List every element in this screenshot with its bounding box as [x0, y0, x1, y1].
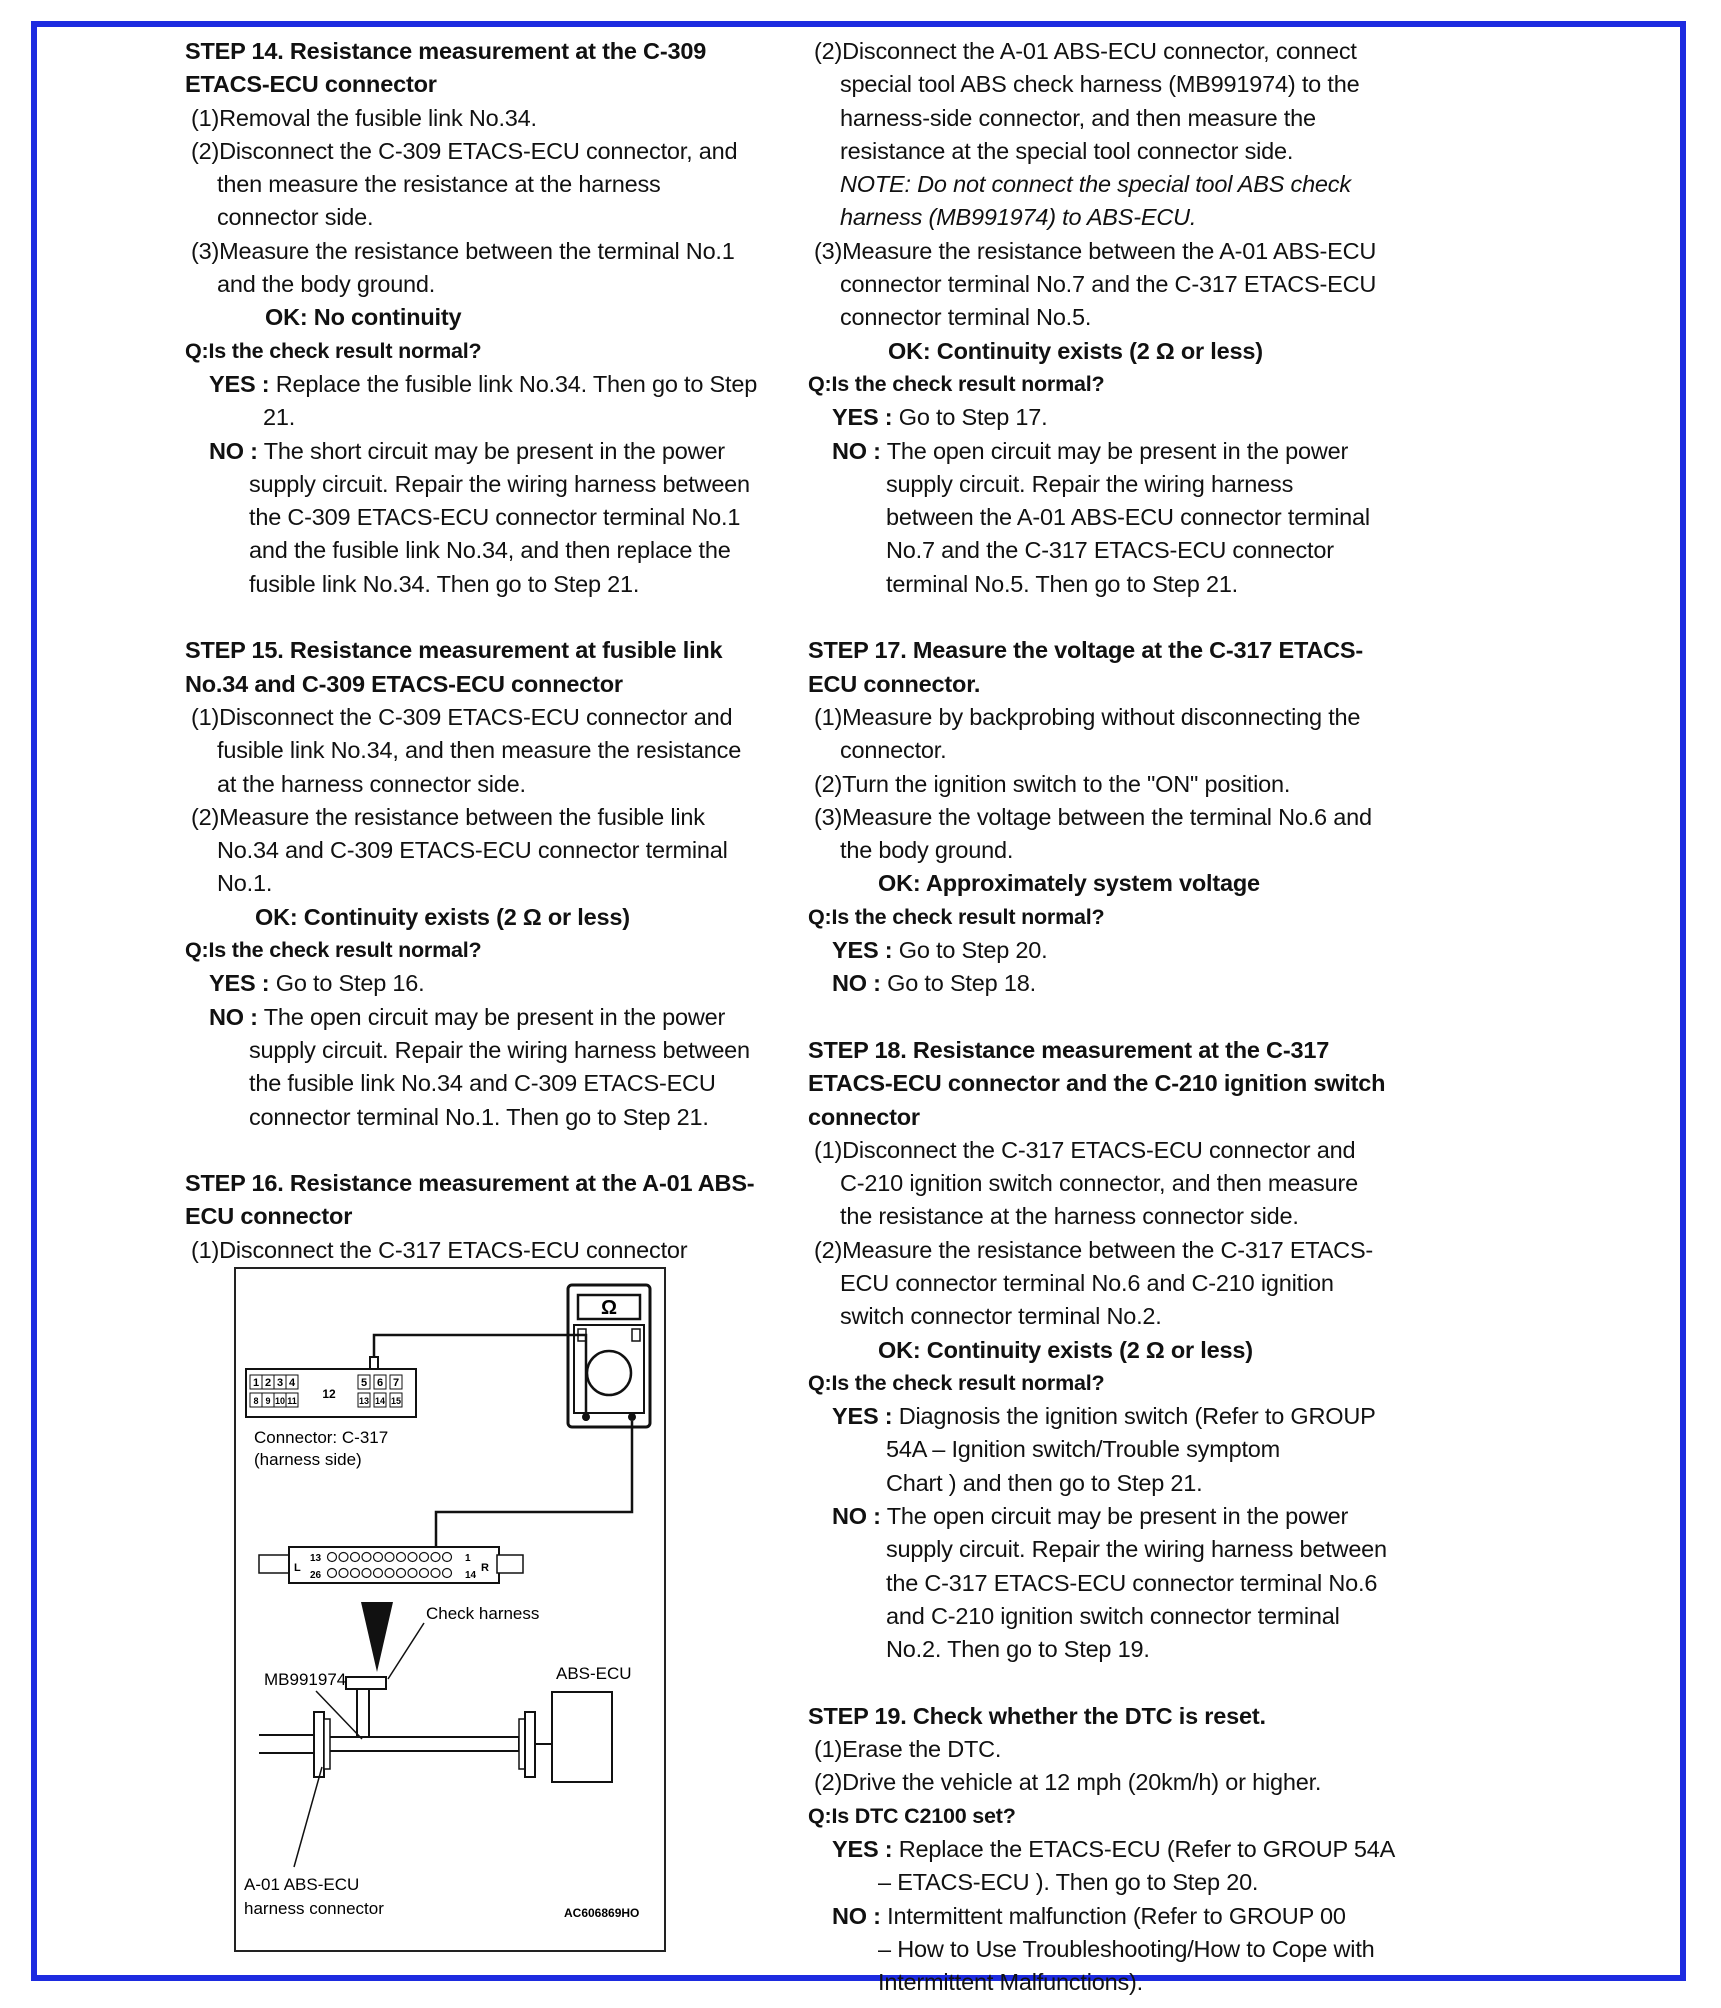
step18-no-cont: and C-210 ignition switch connector terminal — [886, 1602, 1340, 1629]
step19-title: STEP 19. Check whether the DTC is reset. — [808, 1702, 1266, 1729]
step18-no — [808, 1500, 1468, 1533]
step14-ok: OK: No continuity — [265, 304, 462, 331]
step19-yes-cont: – ETACS-ECU ). Then go to Step 20. — [878, 1869, 1259, 1896]
harness-left-letter: L — [294, 1562, 301, 1574]
harness-far-bottom: 14 — [465, 1570, 477, 1581]
step18-title-cont: ETACS-ECU connector and the C-210 ignition switch — [808, 1070, 1386, 1097]
step16-no-cont: between the A-01 ABS-ECU connector terminal — [886, 504, 1370, 531]
left-column — [185, 35, 825, 1267]
step15-question: Q:Is the check result normal? — [185, 938, 482, 963]
step16-no-cont: terminal No.5. Then go to Step 21. — [886, 570, 1239, 597]
step15-yes — [185, 967, 825, 1000]
page-frame — [31, 21, 1686, 1996]
step14-yes-cont: 21. — [263, 404, 296, 431]
figure-code: AC606869HO — [564, 1906, 640, 1920]
step17-item-1: (1)Measure by backprobing without disconnecting the — [814, 703, 1361, 730]
step14-yes — [185, 368, 825, 401]
step18-no-cont: supply circuit. Repair the wiring harness between — [886, 1536, 1387, 1563]
step14-question: Q:Is the check result normal? — [185, 338, 482, 363]
step16-item-2: (2)Disconnect the A-01 ABS-ECU connector, connect — [814, 38, 1357, 64]
c317-pin-label: 10 — [274, 1396, 286, 1406]
step18-yes-cont: Chart ) and then go to Step 21. — [886, 1469, 1203, 1496]
step17-no — [808, 967, 1468, 1000]
step16-ok: OK: Continuity exists (2 Ω or less) — [888, 337, 1263, 364]
step17-title-cont: ECU connector. — [808, 670, 981, 697]
yes-key: YES : — [832, 1836, 893, 1863]
step15-no — [185, 1001, 825, 1034]
step17-ok: OK: Approximately system voltage — [878, 870, 1260, 897]
step15-item-2: (2)Measure the resistance between the fusible link — [191, 803, 705, 830]
step18-yes-text: Diagnosis the ignition switch (Refer to GROUP — [898, 1403, 1376, 1430]
step18-question: Q:Is the check result normal? — [808, 1370, 1105, 1395]
step15-no-cont: connector terminal No.1. Then go to Step 21. — [249, 1103, 709, 1130]
step15-item-1-cont: fusible link No.34, and then measure the resistance — [217, 737, 742, 764]
c317-pin-label: 1 — [252, 1377, 260, 1389]
step15-title-cont: No.34 and C-309 ETACS-ECU connector — [185, 670, 623, 697]
no-key: NO : — [209, 1003, 258, 1030]
step17-no-text: Go to Step 18. — [887, 970, 1036, 997]
step16-no-text: The open circuit may be present in the power — [886, 437, 1349, 464]
c317-label: Connector: C-317 — [254, 1428, 389, 1447]
step14-item-1: (1)Removal the fusible link No.34. — [191, 104, 537, 131]
step16-item-3-cont: connector terminal No.7 and the C-317 ETACS-ECU — [840, 271, 1377, 298]
abs-ecu-label: ABS-ECU — [556, 1664, 632, 1683]
step19-item-1: (1)Erase the DTC. — [814, 1736, 1002, 1763]
step16-item-1: (1)Disconnect the C-317 ETACS-ECU connector — [191, 1236, 688, 1263]
step16-item-2-cont: harness-side connector, and then measure the — [840, 104, 1316, 131]
check-harness-connector — [259, 1547, 523, 1583]
step19-no-cont: Intermittent Malfunctions). — [878, 1969, 1143, 1996]
step15-yes-text: Go to Step 16. — [275, 970, 425, 997]
step19-question: Q:Is DTC C2100 set? — [808, 1803, 1016, 1828]
step15-item-1: (1)Disconnect the C-309 ETACS-ECU connector and — [191, 703, 733, 730]
c317-pin-label: 6 — [376, 1377, 384, 1389]
step14-item-2-cont: connector side. — [217, 204, 374, 231]
step19-no-cont: – How to Use Troubleshooting/How to Cope with — [878, 1935, 1375, 1962]
step19-yes — [808, 1833, 1468, 1866]
no-key: NO : — [832, 437, 881, 464]
step18-item-2-cont: switch connector terminal No.2. — [840, 1303, 1162, 1330]
step18-item-2-cont: ECU connector terminal No.6 and C-210 ignition — [840, 1269, 1334, 1296]
step16-no-cont: supply circuit. Repair the wiring harness — [886, 470, 1294, 497]
ohm-symbol: Ω — [600, 1297, 618, 1319]
c317-pin-label: 4 — [288, 1377, 296, 1389]
harness-far-top: 1 — [465, 1553, 471, 1564]
c317-pin-label: 12 — [322, 1387, 336, 1401]
c317-pin-label: 8 — [253, 1396, 259, 1406]
no-key: NO : — [832, 1902, 881, 1929]
c317-pin-label: 7 — [392, 1377, 400, 1389]
step19-no — [808, 1900, 1468, 1933]
mb-label: MB991974 — [264, 1670, 347, 1689]
step14-item-2: (2)Disconnect the C-309 ETACS-ECU connector, and — [191, 137, 738, 164]
step15-title: STEP 15. Resistance measurement at fusible link — [185, 637, 723, 664]
step16-item-3-cont: connector terminal No.5. — [840, 304, 1092, 331]
step19-no-text: Intermittent malfunction (Refer to GROUP 00 — [887, 1902, 1346, 1929]
step14-no-cont: and the fusible link No.34, and then replace the — [249, 537, 731, 564]
harness-right-letter: R — [481, 1562, 489, 1574]
yes-key: YES : — [832, 404, 893, 431]
step19-item-2: (2)Drive the vehicle at 12 mph (20km/h) or higher. — [814, 1769, 1322, 1796]
step17-title: STEP 17. Measure the voltage at the C-317 ETACS- — [808, 637, 1364, 664]
step14-no — [185, 435, 825, 468]
step18-yes-cont: 54A – Ignition switch/Trouble symptom — [886, 1436, 1281, 1463]
step17-item-3: (3)Measure the voltage between the terminal No.6 and — [814, 803, 1372, 830]
step14-item-2-cont: then measure the resistance at the harness — [217, 171, 661, 198]
step16-yes-text: Go to Step 17. — [898, 404, 1048, 431]
no-key: NO : — [832, 970, 881, 997]
wiring-diagram-svg — [234, 1267, 666, 1952]
c317-pin-label: 15 — [390, 1396, 402, 1406]
step14-item-3: (3)Measure the resistance between the terminal No.1 — [191, 237, 735, 264]
yes-key: YES : — [832, 1403, 893, 1430]
c317-pin-label: 13 — [358, 1396, 370, 1406]
step18-item-1-cont: the resistance at the harness connector side. — [840, 1203, 1299, 1230]
c317-connector — [246, 1369, 416, 1417]
step16-item-2-cont: special tool ABS check harness (MB991974) to the — [840, 71, 1360, 98]
step15-no-cont: the fusible link No.34 and C-309 ETACS-ECU — [249, 1070, 716, 1097]
wiring-diagram — [234, 1267, 666, 1952]
step15-item-2-cont: No.1. — [217, 870, 273, 897]
step17-item-1-cont: connector. — [840, 737, 947, 764]
step17-question: Q:Is the check result normal? — [808, 904, 1105, 929]
harness-end-bottom: 26 — [310, 1570, 322, 1581]
step14-no-cont: the C-309 ETACS-ECU connector terminal No.1 — [249, 504, 741, 531]
step18-no-cont: No.2. Then go to Step 19. — [886, 1636, 1150, 1663]
step14-no-cont: fusible link No.34. Then go to Step 21. — [249, 570, 640, 597]
step15-no-cont: supply circuit. Repair the wiring harness between — [249, 1036, 750, 1063]
c317-pin-label: 2 — [264, 1377, 272, 1389]
step14-no-cont: supply circuit. Repair the wiring harness between — [249, 470, 750, 497]
yes-key: YES : — [209, 970, 270, 997]
step16-question: Q:Is the check result normal? — [808, 371, 1105, 396]
step14-title-cont: ETACS-ECU connector — [185, 71, 437, 98]
step16-title: STEP 16. Resistance measurement at the A-01 ABS- — [185, 1170, 755, 1197]
harness-end-top: 13 — [310, 1553, 322, 1564]
step16-title-cont: ECU connector — [185, 1203, 353, 1230]
step16-yes — [808, 401, 1468, 434]
abs-ecu-box — [552, 1692, 612, 1782]
step14-item-3-cont: and the body ground. — [217, 271, 436, 298]
multimeter-icon — [568, 1285, 650, 1427]
step17-yes — [808, 934, 1468, 967]
step19-yes-text: Replace the ETACS-ECU (Refer to GROUP 54A — [898, 1836, 1396, 1863]
c317-pin-label: 14 — [374, 1396, 386, 1406]
step15-item-2-cont: No.34 and C-309 ETACS-ECU connector terminal — [217, 837, 728, 864]
step17-item-2: (2)Turn the ignition switch to the "ON" position. — [814, 770, 1291, 797]
step14-title: STEP 14. Resistance measurement at the C-309 — [185, 38, 707, 64]
step18-item-2: (2)Measure the resistance between the C-317 ETACS- — [814, 1236, 1374, 1263]
step16-item-3: (3)Measure the resistance between the A-01 ABS-ECU — [814, 237, 1377, 264]
step14-yes-text: Replace the fusible link No.34. Then go to Step — [275, 370, 758, 397]
c317-pin-label: 5 — [360, 1377, 368, 1389]
yes-key: YES : — [832, 937, 893, 964]
step16-no — [808, 435, 1468, 468]
a01-sublabel: harness connector — [244, 1899, 384, 1918]
c317-sublabel: (harness side) — [254, 1450, 362, 1469]
step15-item-1-cont: at the harness connector side. — [217, 770, 526, 797]
a01-label: A-01 ABS-ECU — [244, 1875, 360, 1894]
step17-yes-text: Go to Step 20. — [898, 937, 1048, 964]
no-key: NO : — [832, 1503, 881, 1530]
step18-no-cont: the C-317 ETACS-ECU connector terminal No.6 — [886, 1569, 1378, 1596]
step16-item-2-cont: resistance at the special tool connector side. — [840, 137, 1294, 164]
step18-item-1: (1)Disconnect the C-317 ETACS-ECU connector and — [814, 1136, 1356, 1163]
step16-note-cont: harness (MB991974) to ABS-ECU. — [840, 204, 1197, 231]
step16-note: NOTE: Do not connect the special tool ABS check — [840, 171, 1351, 198]
c317-pin-label: 11 — [287, 1396, 297, 1406]
step18-yes — [808, 1400, 1468, 1433]
step16-no-cont: No.7 and the C-317 ETACS-ECU connector — [886, 537, 1334, 564]
step18-item-1-cont: C-210 ignition switch connector, and then measure — [840, 1170, 1358, 1197]
step18-title-cont: connector — [808, 1103, 920, 1130]
step15-no-text: The open circuit may be present in the power — [263, 1003, 726, 1030]
step18-ok: OK: Continuity exists (2 Ω or less) — [878, 1336, 1253, 1363]
c317-pin-label: 9 — [265, 1396, 271, 1406]
step18-title: STEP 18. Resistance measurement at the C-317 — [808, 1036, 1330, 1063]
check-harness-label: Check harness — [426, 1604, 540, 1623]
step15-ok: OK: Continuity exists (2 Ω or less) — [255, 903, 630, 930]
yes-key: YES : — [209, 370, 270, 397]
step14-no-text: The short circuit may be present in the power — [263, 437, 725, 464]
no-key: NO : — [209, 437, 258, 464]
step18-no-text: The open circuit may be present in the power — [886, 1503, 1349, 1530]
step17-item-3-cont: the body ground. — [840, 837, 1014, 864]
c317-pin-label: 3 — [276, 1377, 284, 1389]
right-column — [808, 35, 1468, 2000]
